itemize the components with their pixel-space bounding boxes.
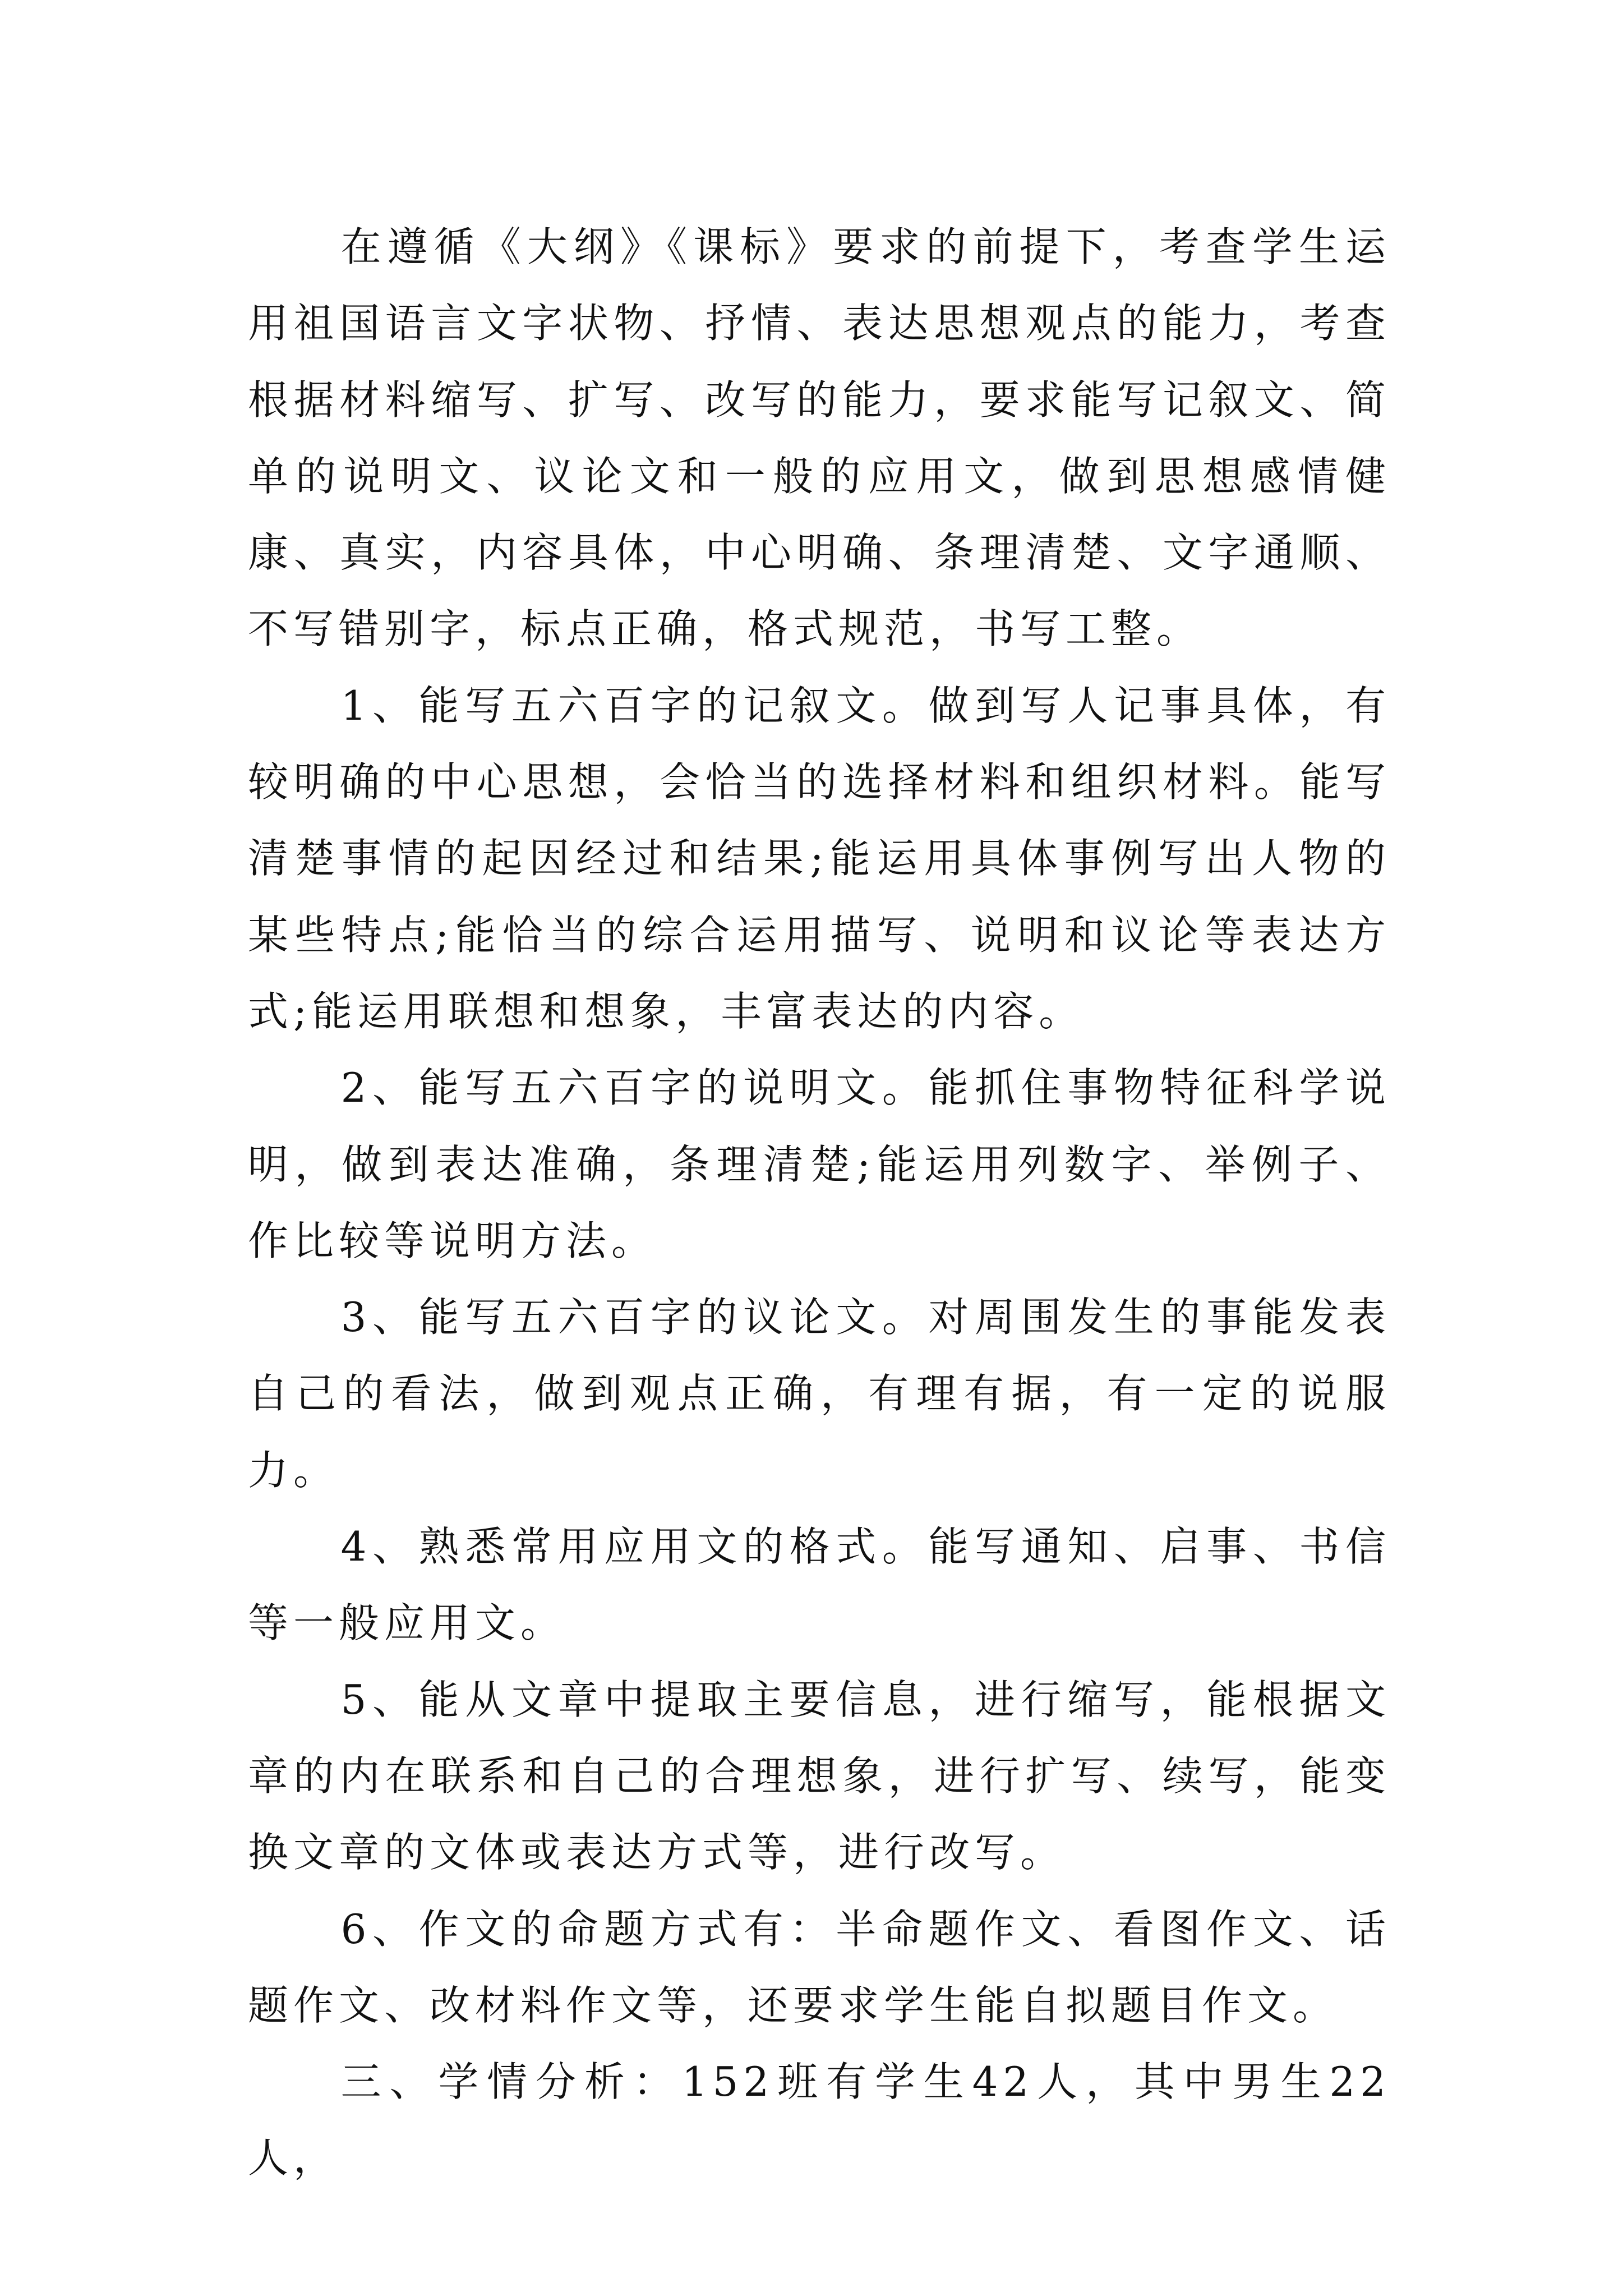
paragraph-item-5: 5、能从文章中提取主要信息，进行缩写，能根据文章的内在联系和自己的合理想象，进行扩写、续写，能变换文章的文体或表达方式等，进行改写。 [248, 1676, 1391, 1876]
document-body [248, 209, 1391, 2197]
paragraph-item-6: 6、作文的命题方式有：半命题作文、看图作文、话题作文、改材料作文等，还要求学生能自拟题目作文。 [248, 1905, 1391, 2029]
paragraph-intro: 在遵循《大纲》《课标》要求的前提下，考查学生运用祖国语言文字状物、抒情、表达思想观点的能力，考查根据材料缩写、扩写、改写的能力，要求能写记叙文、简单的说明文、议论文和一般的应用文，做到思想感情健康、真实，内容具体，中心明确、条理清楚、文字通顺、不写错别字，标点正确，格式规范，书写工整。 [248, 223, 1391, 653]
paragraph-item-1: 1、能写五六百字的记叙文。做到写人记事具体，有较明确的中心思想，会恰当的选择材料和组织材料。能写清楚事情的起因经过和结果;能运用具体事例写出人物的某些特点;能恰当的综合运用描写、说明和议论等表达方式;能运用联想和想象，丰富表达的内容。 [248, 682, 1391, 1035]
paragraph-item-4: 4、熟悉常用应用文的格式。能写通知、启事、书信等一般应用文。 [248, 1523, 1391, 1647]
paragraph-item-2: 2、能写五六百字的说明文。能抓住事物特征科学说明，做到表达准确，条理清楚;能运用列数字、举例子、作比较等说明方法。 [248, 1064, 1391, 1264]
paragraph-item-3: 3、能写五六百字的议论文。对周围发生的事能发表自己的看法，做到观点正确，有理有据，有一定的说服力。 [248, 1294, 1391, 1494]
paragraph-section-3: 三、学情分析：152班有学生42人，其中男生22人， [248, 2058, 1391, 2182]
